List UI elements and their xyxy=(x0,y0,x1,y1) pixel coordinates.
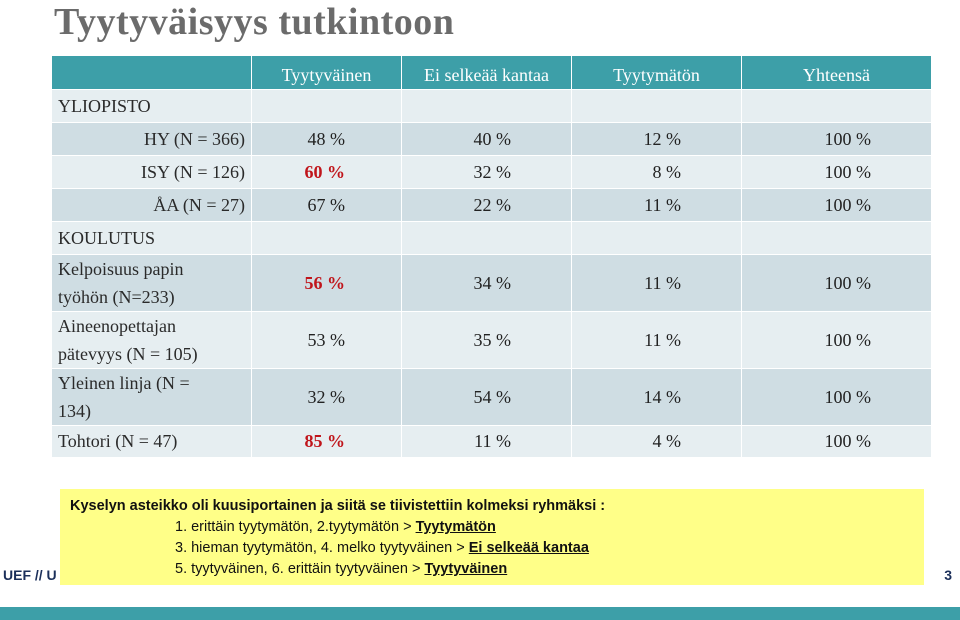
row-label xyxy=(52,312,252,369)
cell: 34 % xyxy=(402,255,572,312)
row-label-line: 134) xyxy=(58,401,91,421)
cell: 22 % xyxy=(402,189,572,222)
cell: 53 % xyxy=(252,312,402,369)
cell: 11 % xyxy=(572,255,742,312)
row-label-line: pätevyys (N = 105) xyxy=(58,344,198,364)
row-label-line: työhön (N=233) xyxy=(58,287,175,307)
cell: 100 % xyxy=(742,369,932,426)
row-label xyxy=(52,255,252,312)
note-line xyxy=(70,538,914,559)
table-row xyxy=(52,189,932,222)
note-intro: Kyselyn asteikko oli kuusiportainen ja siitä se tiivistettiin kolmeksi ryhmäksi : xyxy=(70,498,606,514)
row-label: YLIOPISTO xyxy=(52,90,252,123)
row-label: KOULUTUS xyxy=(52,222,252,255)
cell: 100 % xyxy=(742,255,932,312)
note-line-text: 3. hieman tyytymätön, 4. melko tyytyväinen > xyxy=(175,540,469,556)
cell-highlight: 85 % xyxy=(252,426,402,458)
column-header: Ei selkeää kantaa xyxy=(402,56,572,90)
column-header: Yhteensä xyxy=(742,56,932,90)
cell: 4 % xyxy=(572,426,742,458)
table-row xyxy=(52,312,932,369)
row-label: ISY (N = 126) xyxy=(52,156,252,189)
table-row xyxy=(52,156,932,189)
page-title: Tyytyväisyys tutkintoon xyxy=(54,1,455,43)
cell xyxy=(402,222,572,255)
cell xyxy=(572,222,742,255)
row-label-line: Kelpoisuus papin xyxy=(58,259,184,279)
cell: 12 % xyxy=(572,123,742,156)
footer-logo-text: UEF // U xyxy=(3,567,57,583)
cell-highlight: 60 % xyxy=(252,156,402,189)
table-header-row xyxy=(52,56,932,90)
cell: 100 % xyxy=(742,123,932,156)
header-empty-cell xyxy=(52,56,252,90)
cell: 8 % xyxy=(572,156,742,189)
table-row xyxy=(52,369,932,426)
cell: 32 % xyxy=(402,156,572,189)
table-row xyxy=(52,255,932,312)
note-line-text: 5. tyytyväinen, 6. erittäin tyytyväinen > xyxy=(175,561,425,577)
cell xyxy=(402,90,572,123)
row-label-line: Aineenopettajan xyxy=(58,316,176,336)
table-row xyxy=(52,123,932,156)
cell xyxy=(252,222,402,255)
note-line-text: 1. erittäin tyytymätön, 2.tyytymätön > xyxy=(175,519,416,535)
cell: 40 % xyxy=(402,123,572,156)
row-label: ÅA (N = 27) xyxy=(52,189,252,222)
cell: 32 % xyxy=(252,369,402,426)
cell xyxy=(572,90,742,123)
page-number: 3 xyxy=(944,567,952,583)
satisfaction-table xyxy=(52,56,932,458)
cell: 100 % xyxy=(742,426,932,458)
cell: 48 % xyxy=(252,123,402,156)
cell: 54 % xyxy=(402,369,572,426)
note-line xyxy=(70,517,914,538)
row-label xyxy=(52,369,252,426)
row-label-line: Yleinen linja (N = xyxy=(58,373,190,393)
scale-note-box xyxy=(60,489,924,585)
cell xyxy=(252,90,402,123)
cell xyxy=(742,222,932,255)
cell: 100 % xyxy=(742,312,932,369)
column-header: Tyytyväinen xyxy=(252,56,402,90)
note-line-category: Tyytymätön xyxy=(415,519,496,535)
bottom-accent-bar xyxy=(0,607,960,620)
cell: 11 % xyxy=(572,312,742,369)
column-header: Tyytymätön xyxy=(572,56,742,90)
cell: 11 % xyxy=(402,426,572,458)
cell: 35 % xyxy=(402,312,572,369)
table-row xyxy=(52,426,932,458)
table-row xyxy=(52,90,932,123)
note-line-category: Ei selkeää kantaa xyxy=(468,540,589,556)
cell: 11 % xyxy=(572,189,742,222)
cell-highlight: 56 % xyxy=(252,255,402,312)
note-line-category: Tyytyväinen xyxy=(424,561,508,577)
cell: 100 % xyxy=(742,189,932,222)
note-line xyxy=(70,559,914,580)
cell: 14 % xyxy=(572,369,742,426)
row-label: Tohtori (N = 47) xyxy=(52,426,252,458)
cell xyxy=(742,90,932,123)
row-label: HY (N = 366) xyxy=(52,123,252,156)
table-row xyxy=(52,222,932,255)
cell: 100 % xyxy=(742,156,932,189)
cell: 67 % xyxy=(252,189,402,222)
